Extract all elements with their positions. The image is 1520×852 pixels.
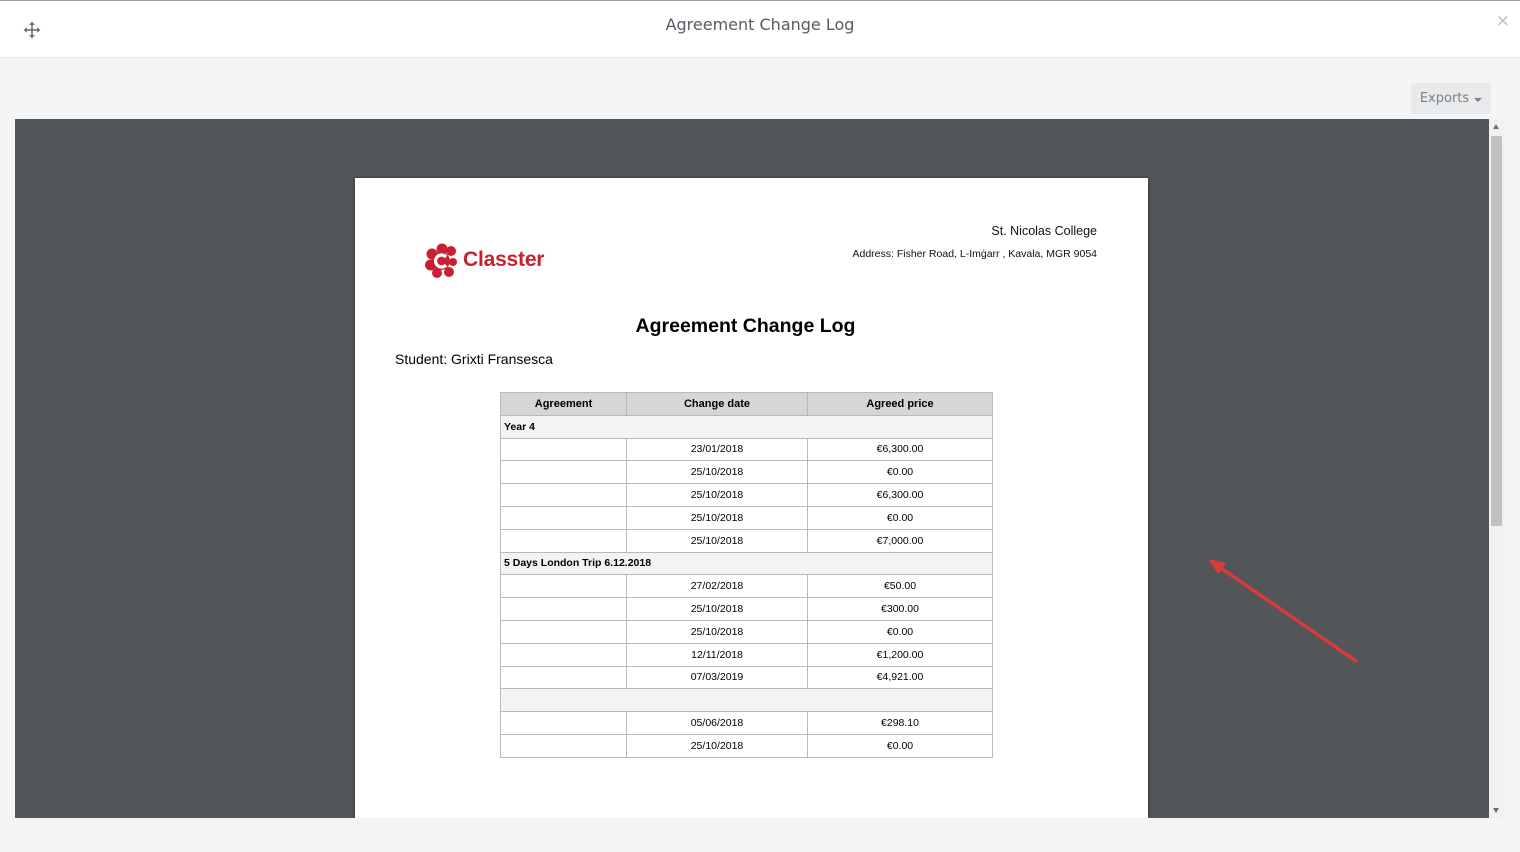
cell-date: 27/02/2018 xyxy=(627,575,808,598)
table-row xyxy=(501,484,993,507)
group-row xyxy=(501,415,993,438)
cell-price: €6,300.00 xyxy=(808,484,993,507)
caret-down-icon xyxy=(1474,98,1482,102)
group-row xyxy=(501,552,993,575)
table-row xyxy=(501,506,993,529)
report-page xyxy=(355,178,1148,818)
modal-title: Agreement Change Log xyxy=(665,15,855,34)
table-row xyxy=(501,529,993,552)
cell-price: €300.00 xyxy=(808,598,993,621)
group-label: Year 4 xyxy=(501,415,993,438)
cell-agreement xyxy=(501,461,627,484)
classter-logo-icon xyxy=(425,242,459,278)
student-name: Student: Grixti Fransesca xyxy=(395,351,553,367)
header-agreed-price: Agreed price xyxy=(808,393,993,416)
cell-agreement xyxy=(501,712,627,735)
annotation-arrow-icon xyxy=(1200,550,1370,670)
cell-price: €0.00 xyxy=(808,734,993,757)
cell-price: €298.10 xyxy=(808,712,993,735)
cell-price: €4,921.00 xyxy=(808,666,993,689)
cell-price: €50.00 xyxy=(808,575,993,598)
report-viewer[interactable] xyxy=(15,119,1489,818)
cell-agreement xyxy=(501,598,627,621)
cell-price: €0.00 xyxy=(808,620,993,643)
cell-price: €0.00 xyxy=(808,461,993,484)
modal-header xyxy=(0,1,1520,58)
scroll-thumb[interactable] xyxy=(1491,136,1502,526)
table-row xyxy=(501,666,993,689)
school-name: St. Nicolas College xyxy=(991,224,1097,238)
cell-date: 25/10/2018 xyxy=(627,620,808,643)
viewer-scrollbar[interactable] xyxy=(1489,119,1504,818)
table-header-row xyxy=(501,393,993,416)
cell-date: 07/03/2019 xyxy=(627,666,808,689)
cell-agreement xyxy=(501,438,627,461)
classter-logo xyxy=(425,242,544,278)
agreement-change-table xyxy=(500,392,993,758)
cell-date: 25/10/2018 xyxy=(627,734,808,757)
scroll-up-arrow-icon[interactable] xyxy=(1493,124,1499,129)
school-address: Address: Fisher Road, L-Imġarr , Kavala, MGR 9054 xyxy=(852,248,1097,260)
cell-date: 25/10/2018 xyxy=(627,484,808,507)
table-row xyxy=(501,598,993,621)
cell-agreement xyxy=(501,506,627,529)
cell-agreement xyxy=(501,620,627,643)
exports-label: Exports xyxy=(1419,91,1470,106)
table-row xyxy=(501,575,993,598)
table-row xyxy=(501,734,993,757)
group-label xyxy=(501,689,993,712)
header-agreement: Agreement xyxy=(501,393,627,416)
logo-text: Classter xyxy=(463,248,545,271)
cell-date: 25/10/2018 xyxy=(627,529,808,552)
report-title: Agreement Change Log xyxy=(635,315,856,337)
table-row xyxy=(501,620,993,643)
table-row xyxy=(501,712,993,735)
table-row xyxy=(501,438,993,461)
cell-agreement xyxy=(501,529,627,552)
cell-price: €6,300.00 xyxy=(808,438,993,461)
table-row xyxy=(501,461,993,484)
cell-date: 25/10/2018 xyxy=(627,461,808,484)
cell-date: 25/10/2018 xyxy=(627,506,808,529)
group-row xyxy=(501,689,993,712)
exports-dropdown-button[interactable] xyxy=(1411,83,1491,114)
cell-price: €7,000.00 xyxy=(808,529,993,552)
table-row xyxy=(501,643,993,666)
cell-date: 25/10/2018 xyxy=(627,598,808,621)
cell-agreement xyxy=(501,666,627,689)
cell-date: 12/11/2018 xyxy=(627,643,808,666)
group-label: 5 Days London Trip 6.12.2018 xyxy=(501,552,993,575)
cell-price: €0.00 xyxy=(808,506,993,529)
scroll-down-arrow-icon[interactable] xyxy=(1493,808,1499,813)
header-change-date: Change date xyxy=(627,393,808,416)
cell-agreement xyxy=(501,575,627,598)
close-icon[interactable]: × xyxy=(1495,11,1510,31)
cell-agreement xyxy=(501,643,627,666)
cell-date: 23/01/2018 xyxy=(627,438,808,461)
cell-agreement xyxy=(501,484,627,507)
cell-agreement xyxy=(501,734,627,757)
cell-price: €1,200.00 xyxy=(808,643,993,666)
cell-date: 05/06/2018 xyxy=(627,712,808,735)
